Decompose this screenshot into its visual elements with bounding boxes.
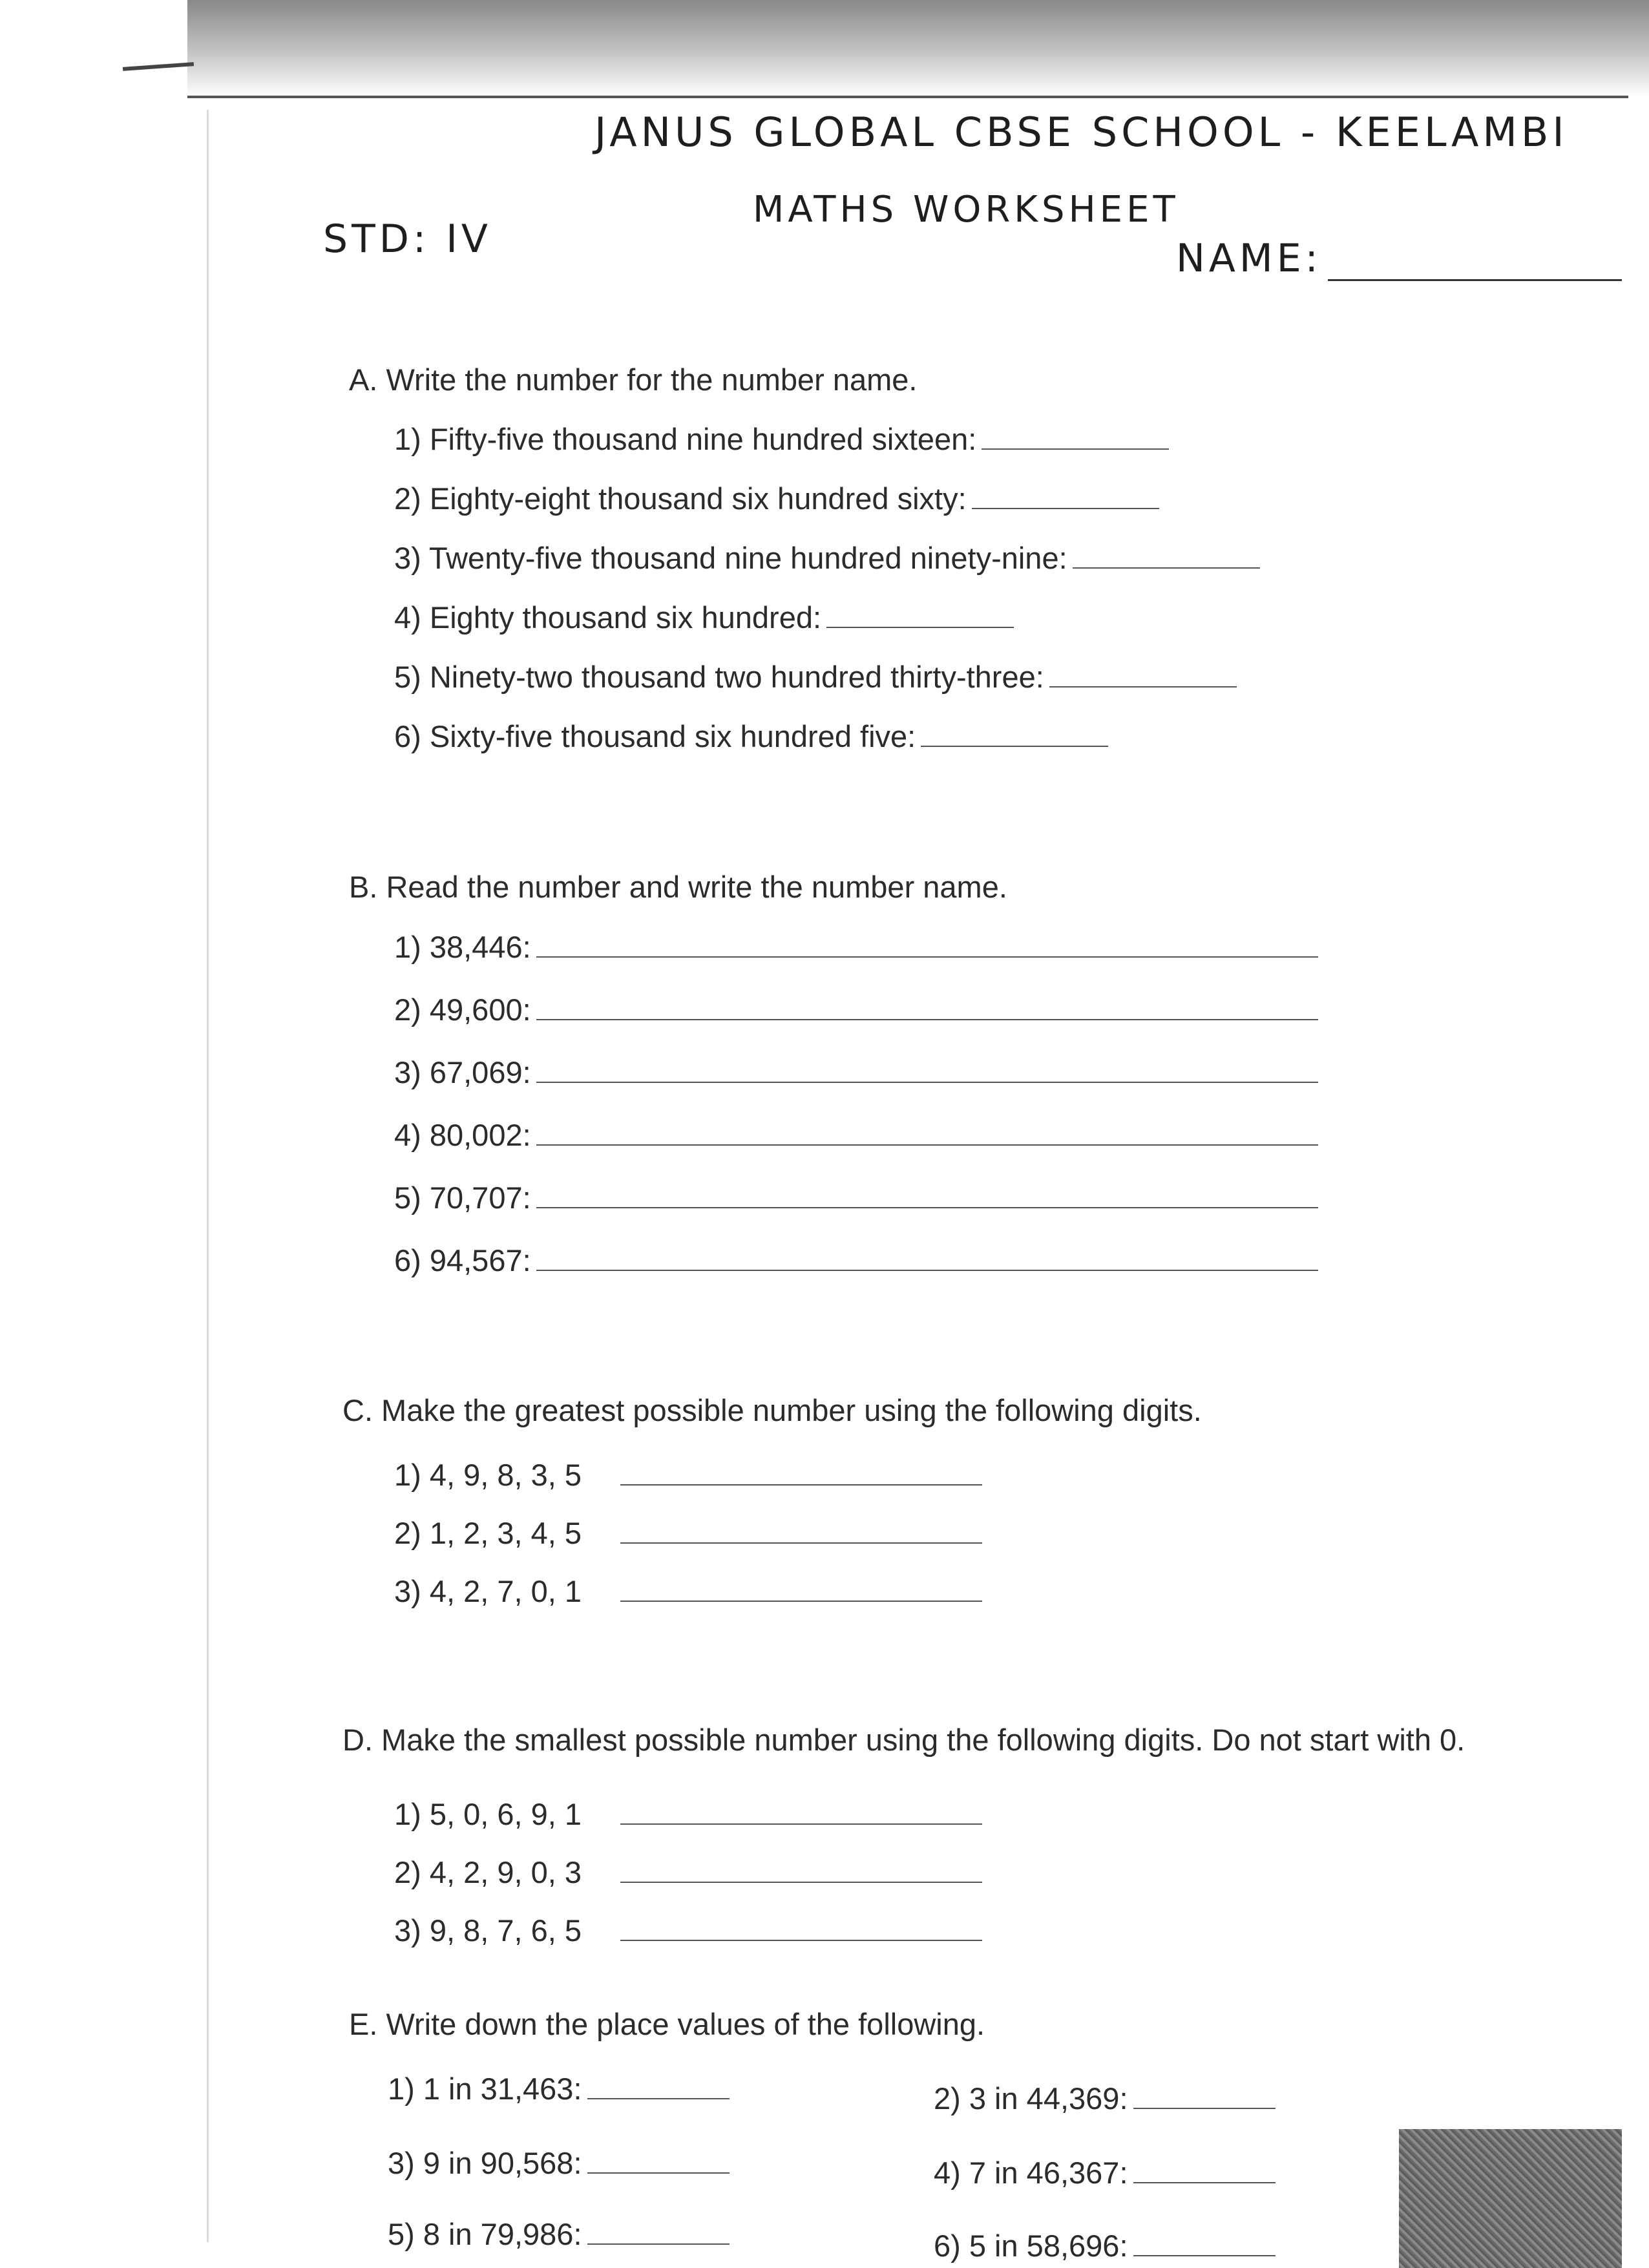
answer-blank[interactable] — [972, 507, 1159, 509]
list-item: 3) Twenty-five thousand nine hundred ninety-nine: — [394, 540, 1260, 576]
answer-blank[interactable] — [587, 2172, 730, 2174]
school-name: JANUS GLOBAL CBSE SCHOOL - KEELAMBI — [594, 109, 1568, 156]
answer-blank[interactable] — [620, 1600, 982, 1602]
list-item: 4) 80,002: — [394, 1117, 1318, 1153]
answer-blank[interactable] — [1133, 2181, 1276, 2183]
answer-blank[interactable] — [921, 745, 1108, 747]
answer-blank[interactable] — [1049, 686, 1237, 688]
answer-blank[interactable] — [536, 1081, 1318, 1083]
section-d-title: D. Make the smallest possible number using the following digits. Do not start with 0. — [342, 1723, 1465, 1757]
scan-mark — [123, 62, 194, 71]
answer-blank[interactable] — [536, 1269, 1318, 1271]
list-item: 5) 8 in 79,986: — [388, 2216, 730, 2252]
scan-smudge — [1399, 2129, 1622, 2268]
list-item: 6) 94,567: — [394, 1243, 1318, 1278]
list-item: 3) 9, 8, 7, 6, 5 — [394, 1913, 982, 1948]
answer-blank[interactable] — [536, 1206, 1318, 1208]
name-field[interactable] — [1328, 279, 1622, 281]
list-item: 3) 4, 2, 7, 0, 1 — [394, 1573, 982, 1609]
list-item: 5) 70,707: — [394, 1180, 1318, 1215]
list-item: 2) 3 in 44,369: — [934, 2081, 1276, 2116]
answer-blank[interactable] — [1133, 2107, 1276, 2109]
list-item: 6) 5 in 58,696: — [934, 2228, 1276, 2263]
list-item: 4) 7 in 46,367: — [934, 2155, 1276, 2190]
answer-blank[interactable] — [536, 1018, 1318, 1020]
list-item: 1) 1 in 31,463: — [388, 2071, 730, 2106]
header-rule — [187, 96, 1628, 98]
section-a-title: A. Write the number for the number name. — [349, 362, 918, 397]
answer-blank[interactable] — [826, 626, 1014, 628]
list-item: 2) 49,600: — [394, 992, 1318, 1027]
list-item: 3) 67,069: — [394, 1055, 1318, 1090]
scan-shadow — [187, 0, 1649, 97]
answer-blank[interactable] — [982, 448, 1169, 450]
answer-blank[interactable] — [620, 1542, 982, 1544]
list-item: 2) 4, 2, 9, 0, 3 — [394, 1854, 982, 1890]
std-label: STD: IV — [323, 216, 492, 262]
list-item: 1) 38,446: — [394, 929, 1318, 965]
answer-blank[interactable] — [620, 1823, 982, 1825]
answer-blank[interactable] — [587, 2243, 730, 2245]
answer-blank[interactable] — [587, 2097, 730, 2099]
answer-blank[interactable] — [620, 1881, 982, 1883]
answer-blank[interactable] — [1133, 2254, 1276, 2256]
list-item: 1) 4, 9, 8, 3, 5 — [394, 1457, 982, 1493]
list-item: 2) Eighty-eight thousand six hundred sixty: — [394, 481, 1159, 516]
list-item: 3) 9 in 90,568: — [388, 2145, 730, 2181]
answer-blank[interactable] — [1073, 567, 1260, 569]
scan-edge — [207, 110, 209, 2242]
list-item: 6) Sixty-five thousand six hundred five: — [394, 719, 1108, 754]
name-label: NAME: — [1176, 236, 1322, 281]
list-item: 1) 5, 0, 6, 9, 1 — [394, 1796, 982, 1832]
list-item: 1) Fifty-five thousand nine hundred sixteen: — [394, 421, 1169, 457]
answer-blank[interactable] — [620, 1939, 982, 1941]
section-b-title: B. Read the number and write the number name. — [349, 870, 1007, 904]
list-item: 2) 1, 2, 3, 4, 5 — [394, 1515, 982, 1551]
section-e-title: E. Write down the place values of the following. — [349, 2007, 985, 2041]
list-item: 5) Ninety-two thousand two hundred thirty-three: — [394, 659, 1237, 695]
list-item: 4) Eighty thousand six hundred: — [394, 600, 1014, 635]
answer-blank[interactable] — [620, 1484, 982, 1486]
answer-blank[interactable] — [536, 1144, 1318, 1146]
worksheet-title: MATHS WORKSHEET — [753, 189, 1179, 231]
section-c-title: C. Make the greatest possible number using the following digits. — [342, 1393, 1202, 1427]
answer-blank[interactable] — [536, 956, 1318, 958]
